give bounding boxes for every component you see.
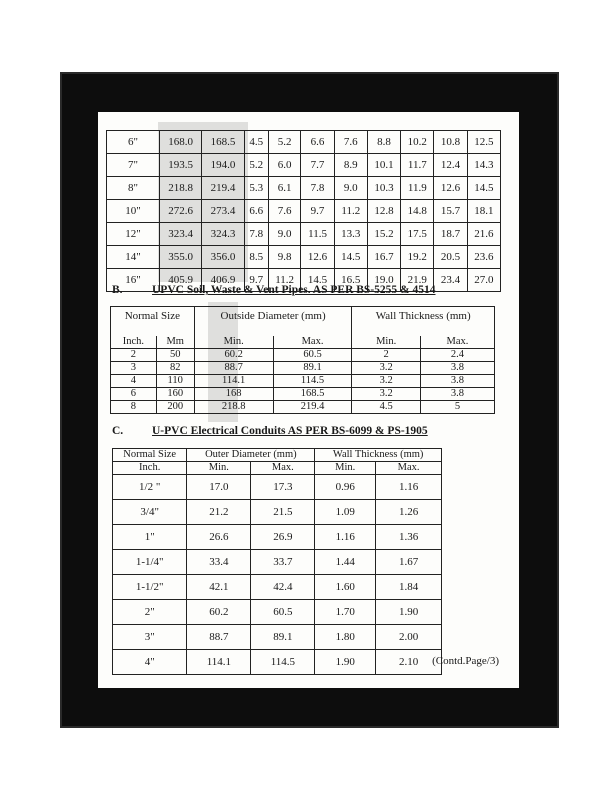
table-cell: 11.7 [401, 154, 434, 177]
table-cell: 2.00 [376, 625, 442, 650]
table-cell: 1.67 [376, 550, 442, 575]
table-cell: 1.90 [315, 650, 376, 675]
table-cell: 18.7 [434, 223, 467, 246]
table-cell: 9.0 [268, 223, 301, 246]
table-cell: 1-1/2" [113, 575, 187, 600]
document-page [98, 112, 519, 688]
table-cell: 10.2 [401, 131, 434, 154]
table-cell: 272.6 [160, 200, 202, 223]
table-cell: 16.5 [334, 269, 367, 292]
section-b-label: B. [112, 284, 123, 296]
table-cell: 6.1 [268, 177, 301, 200]
table-cell: 168.0 [160, 131, 202, 154]
table-cell: 26.9 [251, 525, 315, 550]
subheader-mm: Mm [156, 336, 194, 349]
table-cell: 7.6 [334, 131, 367, 154]
subheader-wt-max: Max. [420, 336, 494, 349]
table-cell: 12.6 [434, 177, 467, 200]
table-cell: 3.8 [420, 388, 494, 401]
table-cell: 2" [113, 600, 187, 625]
table-cell: 9.8 [268, 246, 301, 269]
table-cell: 16" [107, 269, 160, 292]
table-cell: 23.4 [434, 269, 467, 292]
table-row [113, 550, 442, 575]
table-cell: 2 [111, 349, 157, 362]
table-cell: 6.6 [301, 131, 334, 154]
table-cell: 200 [156, 401, 194, 414]
table-row [111, 388, 495, 401]
table-row [113, 600, 442, 625]
table-cell: 10.8 [434, 131, 467, 154]
table-cell: 12.5 [467, 131, 500, 154]
table-cell: 89.1 [251, 625, 315, 650]
continuation-note: (Contd.Page/3) [432, 655, 499, 667]
table-cell: 9.7 [244, 269, 268, 292]
table-cell: 21.5 [251, 500, 315, 525]
table-cell: 160 [156, 388, 194, 401]
header-wall-thickness: Wall Thickness (mm) [352, 307, 495, 337]
table-cell: 10" [107, 200, 160, 223]
table-cell: 11.5 [301, 223, 334, 246]
table-cell: 3.2 [352, 362, 420, 375]
table-row [113, 475, 442, 500]
table-cell: 8.8 [367, 131, 400, 154]
table-row [107, 223, 501, 246]
table-cell: 19.0 [367, 269, 400, 292]
table-cell: 8.9 [334, 154, 367, 177]
table-cell: 9.0 [334, 177, 367, 200]
table-cell: 21.9 [401, 269, 434, 292]
table-cell: 114.5 [251, 650, 315, 675]
table-cell: 1" [113, 525, 187, 550]
table-cell: 7.6 [268, 200, 301, 223]
table-cell: 168.5 [202, 131, 244, 154]
table-cell: 219.4 [273, 401, 352, 414]
table-cell: 3 [111, 362, 157, 375]
table-cell: 11.9 [401, 177, 434, 200]
table-cell: 50 [156, 349, 194, 362]
table-cell: 26.6 [187, 525, 251, 550]
table-cell: 7.7 [301, 154, 334, 177]
table-cell: 110 [156, 375, 194, 388]
table-cell: 12" [107, 223, 160, 246]
table-cell: 1.84 [376, 575, 442, 600]
header-wall-thickness: Wall Thickness (mm) [315, 449, 442, 462]
table-cell: 14.8 [401, 200, 434, 223]
table-cell: 218.8 [160, 177, 202, 200]
table-cell: 42.4 [251, 575, 315, 600]
table-cell: 88.7 [194, 362, 273, 375]
table-cell: 89.1 [273, 362, 352, 375]
subheader-od-max: Max. [251, 462, 315, 475]
table-cell: 405.9 [160, 269, 202, 292]
table-cell: 114.5 [273, 375, 352, 388]
table-cell: 4.5 [352, 401, 420, 414]
table-cell: 14.5 [467, 177, 500, 200]
table-cell: 5.2 [268, 131, 301, 154]
table-cell: 17.0 [187, 475, 251, 500]
table-cell: 33.7 [251, 550, 315, 575]
table-cell: 219.4 [202, 177, 244, 200]
table-cell: 20.5 [434, 246, 467, 269]
table-row [111, 349, 495, 362]
subheader-inch: Inch. [111, 336, 157, 349]
table-row [107, 154, 501, 177]
soil-waste-vent-table [110, 306, 495, 414]
table-cell: 6 [111, 388, 157, 401]
table-cell: 5.2 [244, 154, 268, 177]
table-cell: 3.8 [420, 362, 494, 375]
table-row [107, 131, 501, 154]
table-cell: 6.0 [268, 154, 301, 177]
subheader-inch: Inch. [113, 462, 187, 475]
table-cell: 60.5 [251, 600, 315, 625]
table-cell: 21.6 [467, 223, 500, 246]
table-cell: 60.2 [194, 349, 273, 362]
table-cell: 14" [107, 246, 160, 269]
section-c-label: C. [112, 425, 124, 437]
table-cell: 5 [420, 401, 494, 414]
table-cell: 33.4 [187, 550, 251, 575]
table-cell: 114.1 [187, 650, 251, 675]
section-b-title: UPVC Soil, Waste & Vent Pipes. AS PER BS-5255 & 4514 [152, 284, 436, 296]
table-cell: 1.16 [376, 475, 442, 500]
header-outside-diameter: Outside Diameter (mm) [194, 307, 352, 337]
table-cell: 17.5 [401, 223, 434, 246]
table-cell: 1.60 [315, 575, 376, 600]
table-cell: 193.5 [160, 154, 202, 177]
table-cell: 19.2 [401, 246, 434, 269]
table-row [107, 200, 501, 223]
table-cell: 10.3 [367, 177, 400, 200]
table-row [113, 575, 442, 600]
subheader-od-max: Max. [273, 336, 352, 349]
table-cell: 1.09 [315, 500, 376, 525]
header-normal-size: Normal Size [111, 307, 195, 337]
subheader-wt-min: Min. [352, 336, 420, 349]
table-cell: 6.6 [244, 200, 268, 223]
subheader-od-min: Min. [194, 336, 273, 349]
table-row [111, 401, 495, 414]
table-cell: 11.2 [268, 269, 301, 292]
table-cell: 4 [111, 375, 157, 388]
table-cell: 7" [107, 154, 160, 177]
table-cell: 1-1/4" [113, 550, 187, 575]
table-row [111, 375, 495, 388]
section-c-heading [112, 425, 428, 437]
table-cell: 13.3 [334, 223, 367, 246]
table-cell: 1.44 [315, 550, 376, 575]
table-cell: 273.4 [202, 200, 244, 223]
header-outer-diameter: Outer Diameter (mm) [187, 449, 315, 462]
table-cell: 42.1 [187, 575, 251, 600]
table-cell: 4" [113, 650, 187, 675]
table-row [107, 177, 501, 200]
table-cell: 323.4 [160, 223, 202, 246]
table-row [113, 525, 442, 550]
table-cell: 324.3 [202, 223, 244, 246]
table-cell: 2 [352, 349, 420, 362]
table-cell: 8.5 [244, 246, 268, 269]
table-cell: 3.2 [352, 388, 420, 401]
subheader-wt-max: Max. [376, 462, 442, 475]
table-cell: 18.1 [467, 200, 500, 223]
table-cell: 218.8 [194, 401, 273, 414]
subheader-od-min: Min. [187, 462, 251, 475]
table-cell: 3.2 [352, 375, 420, 388]
table-cell: 355.0 [160, 246, 202, 269]
table-cell: 3.8 [420, 375, 494, 388]
table-cell: 1.90 [376, 600, 442, 625]
table-cell: 2.10 [376, 650, 442, 675]
table-cell: 27.0 [467, 269, 500, 292]
table-cell: 8" [107, 177, 160, 200]
table-row [113, 650, 442, 675]
table-cell: 88.7 [187, 625, 251, 650]
electrical-conduits-table [112, 448, 442, 675]
table-cell: 14.5 [334, 246, 367, 269]
table-cell: 11.2 [334, 200, 367, 223]
table-cell: 12.4 [434, 154, 467, 177]
subheader-wt-min: Min. [315, 462, 376, 475]
table-cell: 8 [111, 401, 157, 414]
table-cell: 23.6 [467, 246, 500, 269]
table-cell: 82 [156, 362, 194, 375]
table-cell: 14.3 [467, 154, 500, 177]
table-cell: 60.2 [187, 600, 251, 625]
table-cell: 10.1 [367, 154, 400, 177]
table-cell: 12.8 [367, 200, 400, 223]
table-cell: 1.36 [376, 525, 442, 550]
table-cell: 60.5 [273, 349, 352, 362]
table-cell: 5.3 [244, 177, 268, 200]
table-cell: 16.7 [367, 246, 400, 269]
table-cell: 114.1 [194, 375, 273, 388]
section-b-heading [112, 284, 435, 296]
table-row [113, 500, 442, 525]
section-c-title: U-PVC Electrical Conduits AS PER BS-6099 & PS-1905 [152, 425, 428, 437]
table-cell: 17.3 [251, 475, 315, 500]
header-normal-size: Normal Size [113, 449, 187, 462]
table-cell: 1.70 [315, 600, 376, 625]
table-row [107, 246, 501, 269]
table-cell: 14.5 [301, 269, 334, 292]
table-cell: 9.7 [301, 200, 334, 223]
table-cell: 4.5 [244, 131, 268, 154]
table-cell: 3/4" [113, 500, 187, 525]
table-cell: 1/2 " [113, 475, 187, 500]
table-row [111, 362, 495, 375]
table-cell: 1.26 [376, 500, 442, 525]
table-cell: 7.8 [244, 223, 268, 246]
table-cell: 2.4 [420, 349, 494, 362]
table-cell: 7.8 [301, 177, 334, 200]
table-row [113, 625, 442, 650]
table-cell: 194.0 [202, 154, 244, 177]
table-cell: 3" [113, 625, 187, 650]
table-cell: 0.96 [315, 475, 376, 500]
table-cell: 21.2 [187, 500, 251, 525]
table-cell: 1.80 [315, 625, 376, 650]
table-cell: 1.16 [315, 525, 376, 550]
pipe-dimensions-table [106, 130, 501, 292]
table-cell: 406.9 [202, 269, 244, 292]
table-cell: 168.5 [273, 388, 352, 401]
table-cell: 6" [107, 131, 160, 154]
table-cell: 12.6 [301, 246, 334, 269]
table-cell: 168 [194, 388, 273, 401]
table-cell: 15.7 [434, 200, 467, 223]
table-cell: 15.2 [367, 223, 400, 246]
table-cell: 356.0 [202, 246, 244, 269]
